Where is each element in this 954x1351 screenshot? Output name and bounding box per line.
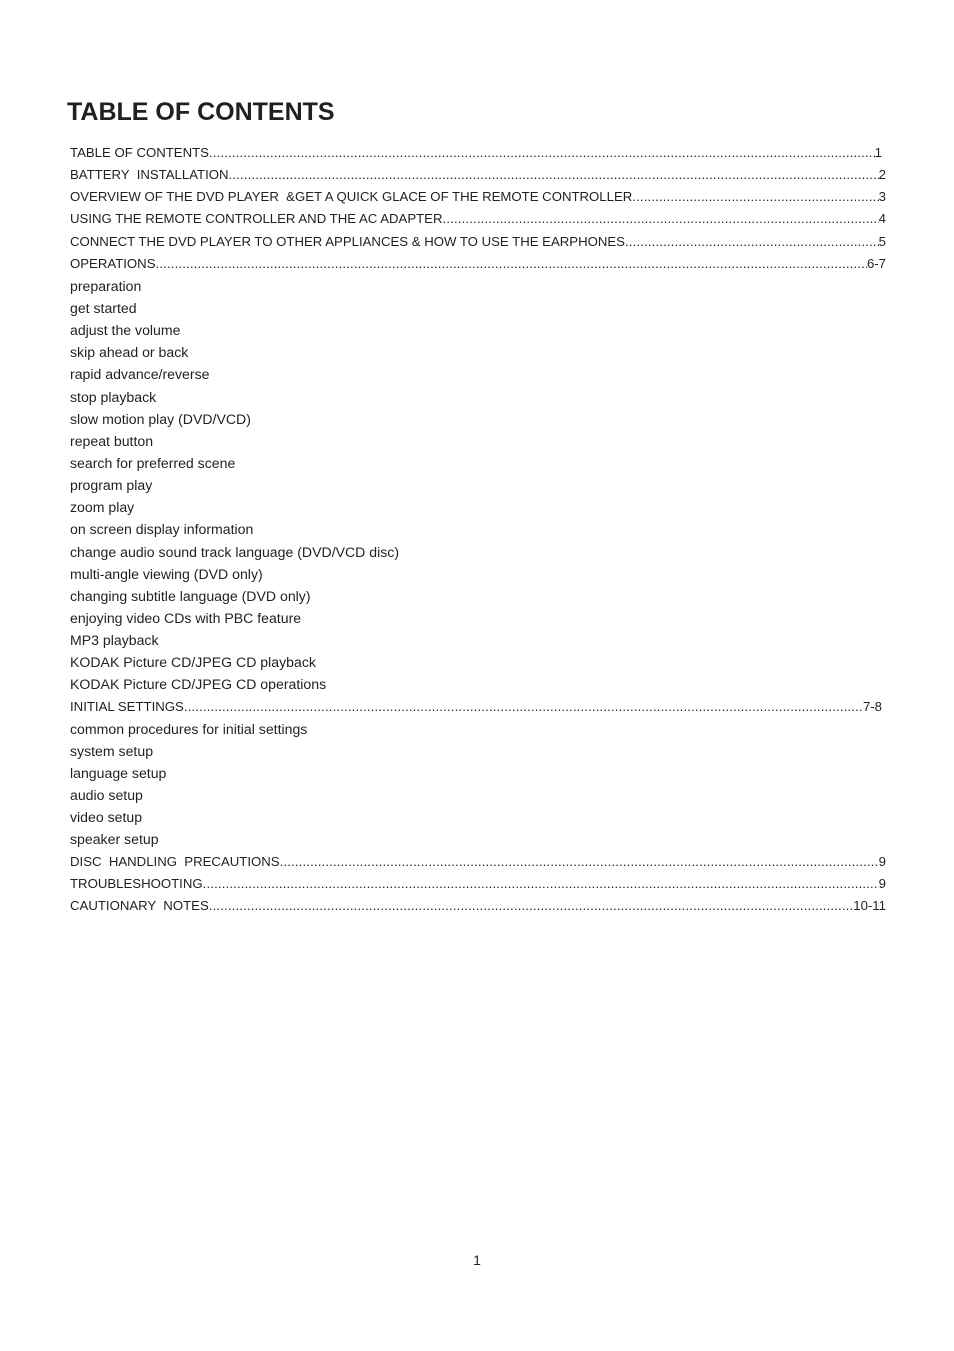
toc-entry-label: adjust the volume (70, 322, 181, 339)
toc-entry-label: search for preferred scene (70, 454, 236, 471)
toc-subentry (70, 518, 886, 540)
toc-entry-label: CONNECT THE DVD PLAYER TO OTHER APPLIANCES & HOW TO USE THE EARPHONES (70, 233, 625, 249)
toc-entry-page: 9 (878, 875, 886, 891)
toc-subentry (70, 585, 886, 607)
toc-subentry (70, 828, 886, 850)
toc-entry-label: changing subtitle language (DVD only) (70, 587, 311, 604)
toc-entry-label: system setup (70, 742, 154, 759)
toc-subentry (70, 563, 886, 585)
toc-leader-dots (632, 186, 878, 208)
toc-leader-dots (184, 696, 863, 718)
toc-subentry (70, 363, 886, 385)
toc-entry (70, 851, 886, 873)
toc-entry (70, 186, 886, 208)
toc-entry-label: zoom play (70, 499, 135, 516)
toc-subentry (70, 386, 886, 408)
toc-leader-dots (229, 164, 879, 186)
toc-entry-label: TABLE OF CONTENTS (70, 145, 209, 160)
toc-entry-label: audio setup (70, 787, 143, 804)
toc-subentry (70, 651, 886, 673)
toc-entry-label: on screen display information (70, 521, 254, 538)
toc-subentry (70, 629, 886, 651)
toc-entry (70, 253, 886, 275)
toc-entry-label: speaker setup (70, 831, 159, 848)
toc-entry-page: 2 (878, 167, 886, 183)
toc-entry-label: BATTERY INSTALLATION (70, 167, 229, 183)
toc-subentry (70, 408, 886, 430)
toc-subentry (70, 474, 886, 496)
toc-entry (70, 895, 886, 917)
toc-entry-page: 1 (874, 145, 882, 160)
toc-entry-label: program play (70, 477, 153, 494)
toc-entry (70, 142, 882, 164)
toc-entry-page: 5 (878, 233, 886, 249)
toc-entry-page: 10-11 (853, 897, 886, 913)
toc-entry-label: preparation (70, 277, 142, 294)
toc-entry-label: common procedures for initial settings (70, 720, 308, 737)
toc-entry (70, 231, 886, 253)
toc-entry (70, 164, 886, 186)
toc-entry-label: KODAK Picture CD/JPEG CD playback (70, 654, 316, 671)
toc-leader-dots (280, 851, 879, 873)
toc-entry-label: get started (70, 299, 137, 316)
toc-leader-dots (203, 873, 879, 895)
toc-subentry (70, 740, 886, 762)
toc-entry-label: language setup (70, 764, 167, 781)
toc-entry-label: stop playback (70, 388, 157, 405)
toc-entry-label: video setup (70, 809, 143, 826)
toc-leader-dots (209, 142, 875, 164)
toc-entry-label: INITIAL SETTINGS (70, 698, 184, 714)
toc-subentry (70, 275, 886, 297)
toc-entry-label: OPERATIONS (70, 255, 156, 271)
toc-entry-label: KODAK Picture CD/JPEG CD operations (70, 676, 327, 693)
page-title: TABLE OF CONTENTS (67, 98, 335, 126)
toc-entry-page: 4 (878, 211, 886, 227)
toc-entry-label: CAUTIONARY NOTES (70, 897, 209, 913)
toc-leader-dots (625, 231, 879, 253)
toc-subentry (70, 806, 886, 828)
toc-entry-label: DISC HANDLING PRECAUTIONS (70, 853, 280, 869)
toc-entry (70, 208, 886, 230)
toc-entry-page: 3 (878, 189, 886, 205)
toc-entry-label: OVERVIEW OF THE DVD PLAYER &GET A QUICK GLACE OF THE REMOTE CONTROLLER (70, 189, 633, 205)
toc-subentry (70, 541, 886, 563)
toc-entry-label: skip ahead or back (70, 344, 189, 361)
toc-entry-page: 9 (878, 853, 886, 869)
toc-entry-label: TROUBLESHOOTING (70, 875, 203, 891)
toc-entry-page: 6-7 (866, 255, 886, 271)
toc-subentry (70, 718, 886, 740)
toc-subentry (70, 496, 886, 518)
toc-entry-label: MP3 playback (70, 632, 159, 649)
toc-subentry (70, 430, 886, 452)
toc-entry-label: enjoying video CDs with PBC feature (70, 609, 302, 626)
toc-entry-label: change audio sound track language (DVD/VCD disc) (70, 543, 400, 560)
toc-entry-label: multi-angle viewing (DVD only) (70, 565, 263, 582)
toc-entry-label: USING THE REMOTE CONTROLLER AND THE AC ADAPTER (70, 211, 443, 227)
toc-leader-dots (443, 208, 879, 230)
toc-entry-label: slow motion play (DVD/VCD) (70, 410, 251, 427)
toc-subentry (70, 762, 886, 784)
toc-leader-dots (209, 895, 854, 917)
toc-subentry (70, 673, 886, 695)
toc-subentry (70, 319, 886, 341)
toc-subentry (70, 607, 886, 629)
toc-entry-label: rapid advance/reverse (70, 366, 210, 383)
toc-subentry (70, 452, 886, 474)
toc-subentry (70, 784, 886, 806)
toc-entry-page: 7-8 (862, 698, 882, 714)
table-of-contents (70, 142, 886, 917)
toc-subentry (70, 341, 886, 363)
toc-entry (70, 873, 886, 895)
page-number: 1 (473, 1252, 481, 1268)
toc-subentry (70, 297, 886, 319)
toc-leader-dots (156, 253, 867, 275)
toc-entry (70, 696, 882, 718)
toc-entry-label: repeat button (70, 432, 154, 449)
